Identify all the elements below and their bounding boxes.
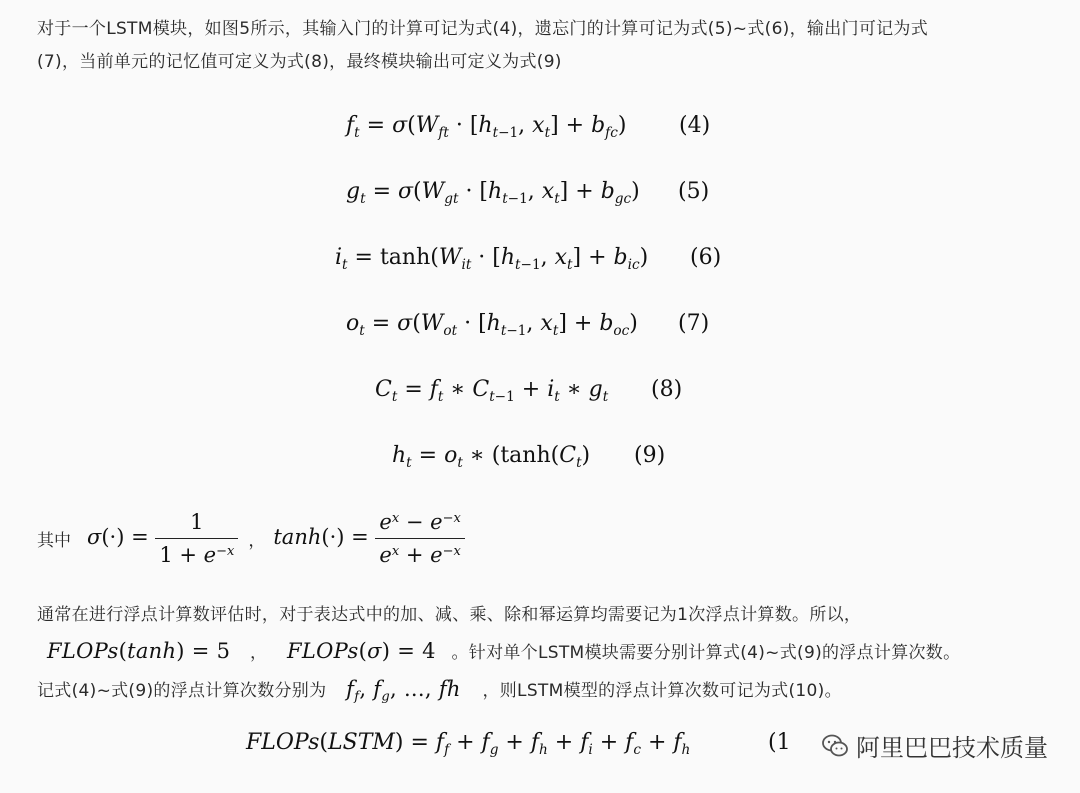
equation-9 [0,443,1080,483]
flops-sigma: FLOPs(σ) = 4 [287,639,436,663]
equation-9-number: (9) [634,443,666,468]
flops-line-1: 通常在进行浮点计算数评估时，对于表达式中的加、减、乘、除和幂运算均需要记为1次浮点计算数。所以， [37,605,862,625]
sigma-denominator: $1 + e^{-x}$ [159,542,235,567]
flops-line-2-text: 。针对单个LSTM模块需要分别计算式(4)~式(9)的浮点计算次数。 [451,643,961,663]
watermark-text: 阿里巴巴技术质量 [856,734,1048,762]
definitions-separator: ， [248,530,266,551]
intro-paragraph [37,13,1047,79]
equation-8-formula: $C_t = f_t$ ∗ $C_{t-1} + i_t$ ∗ $g_t$ [375,377,609,405]
equation-4-number: (4) [679,113,711,138]
equation-4-formula: $f_t = \sigma(W_{ft} \cdot [h_{t-1}$, $x_t] + b_{fc}$) [346,113,627,141]
flops-paragraph [37,597,1047,709]
equation-8 [0,377,1080,417]
equation-7-formula: $o_t = \sigma(W_{ot} \cdot [h_{t-1}$, $x_t] + b_{oc}$) [346,311,638,339]
flops-line-3-b: ，则LSTM模型的浮点计算次数可记为式(10)。 [482,681,842,701]
tanh-fraction [375,506,464,571]
equation-6-number: (6) [690,245,722,270]
wechat-icon [820,731,850,761]
equation-7-number: (7) [678,311,710,336]
equation-4 [0,113,1080,153]
flops-symbols: $f_f$, $f_g$, ..., fh [346,677,461,705]
tanh-definition: tanh(·) = $\frac{e^x - e^{-x}}{e^x + e^{-x}}$ [273,506,464,571]
sigma-numerator: 1 [155,506,238,539]
watermark [820,728,1048,763]
equation-5-number: (5) [678,179,710,204]
tanh-numerator: $e^x - e^{-x}$ [375,506,464,539]
equation-5 [0,179,1080,219]
sigma-definition: σ(·) = $\frac{1}{1 + e^{-x}}$ [87,506,238,571]
intro-line-1: 对于一个LSTM模块，如图5所示，其输入门的计算可记为式(4)，遗忘门的计算可记为式(5)~式(6)，输出门可记为式 [37,19,929,39]
intro-line-2: (7)，当前单元的记忆值可定义为式(8)，最终模块输出可定义为式(9) [37,52,562,72]
equation-10-formula: FLOPs(LSTM) = $f_f + f_g + f_h + f_i + f_c + f_h$ [246,730,691,758]
equation-7 [0,311,1080,351]
definitions-lead: 其中 [37,530,71,551]
equation-10-number: (1 [768,730,791,755]
sigma-fraction [155,506,238,571]
activation-definitions [37,505,465,571]
flops-sep: ， [250,643,268,663]
equation-8-number: (8) [651,377,683,402]
tanh-denominator: $e^x + e^{-x}$ [379,542,461,567]
equation-9-formula: $h_t = o_t$ ∗ ($\tanh(C_t)$ [392,443,591,471]
flops-line-2 [37,633,1047,671]
equation-6-formula: $i_t = \tanh(W_{it} \cdot [h_{t-1}$, $x_t] + b_{ic}$) [335,245,649,273]
equation-5-formula: $g_t = \sigma(W_{gt} \cdot [h_{t-1}$, $x_t] + b_{gc}$) [346,179,640,207]
flops-line-3-a: 记式(4)~式(9)的浮点计算次数分别为 [37,681,327,701]
flops-line-3 [37,671,1047,709]
flops-tanh: FLOPs(tanh) = 5 [47,639,231,663]
equation-6 [0,245,1080,285]
